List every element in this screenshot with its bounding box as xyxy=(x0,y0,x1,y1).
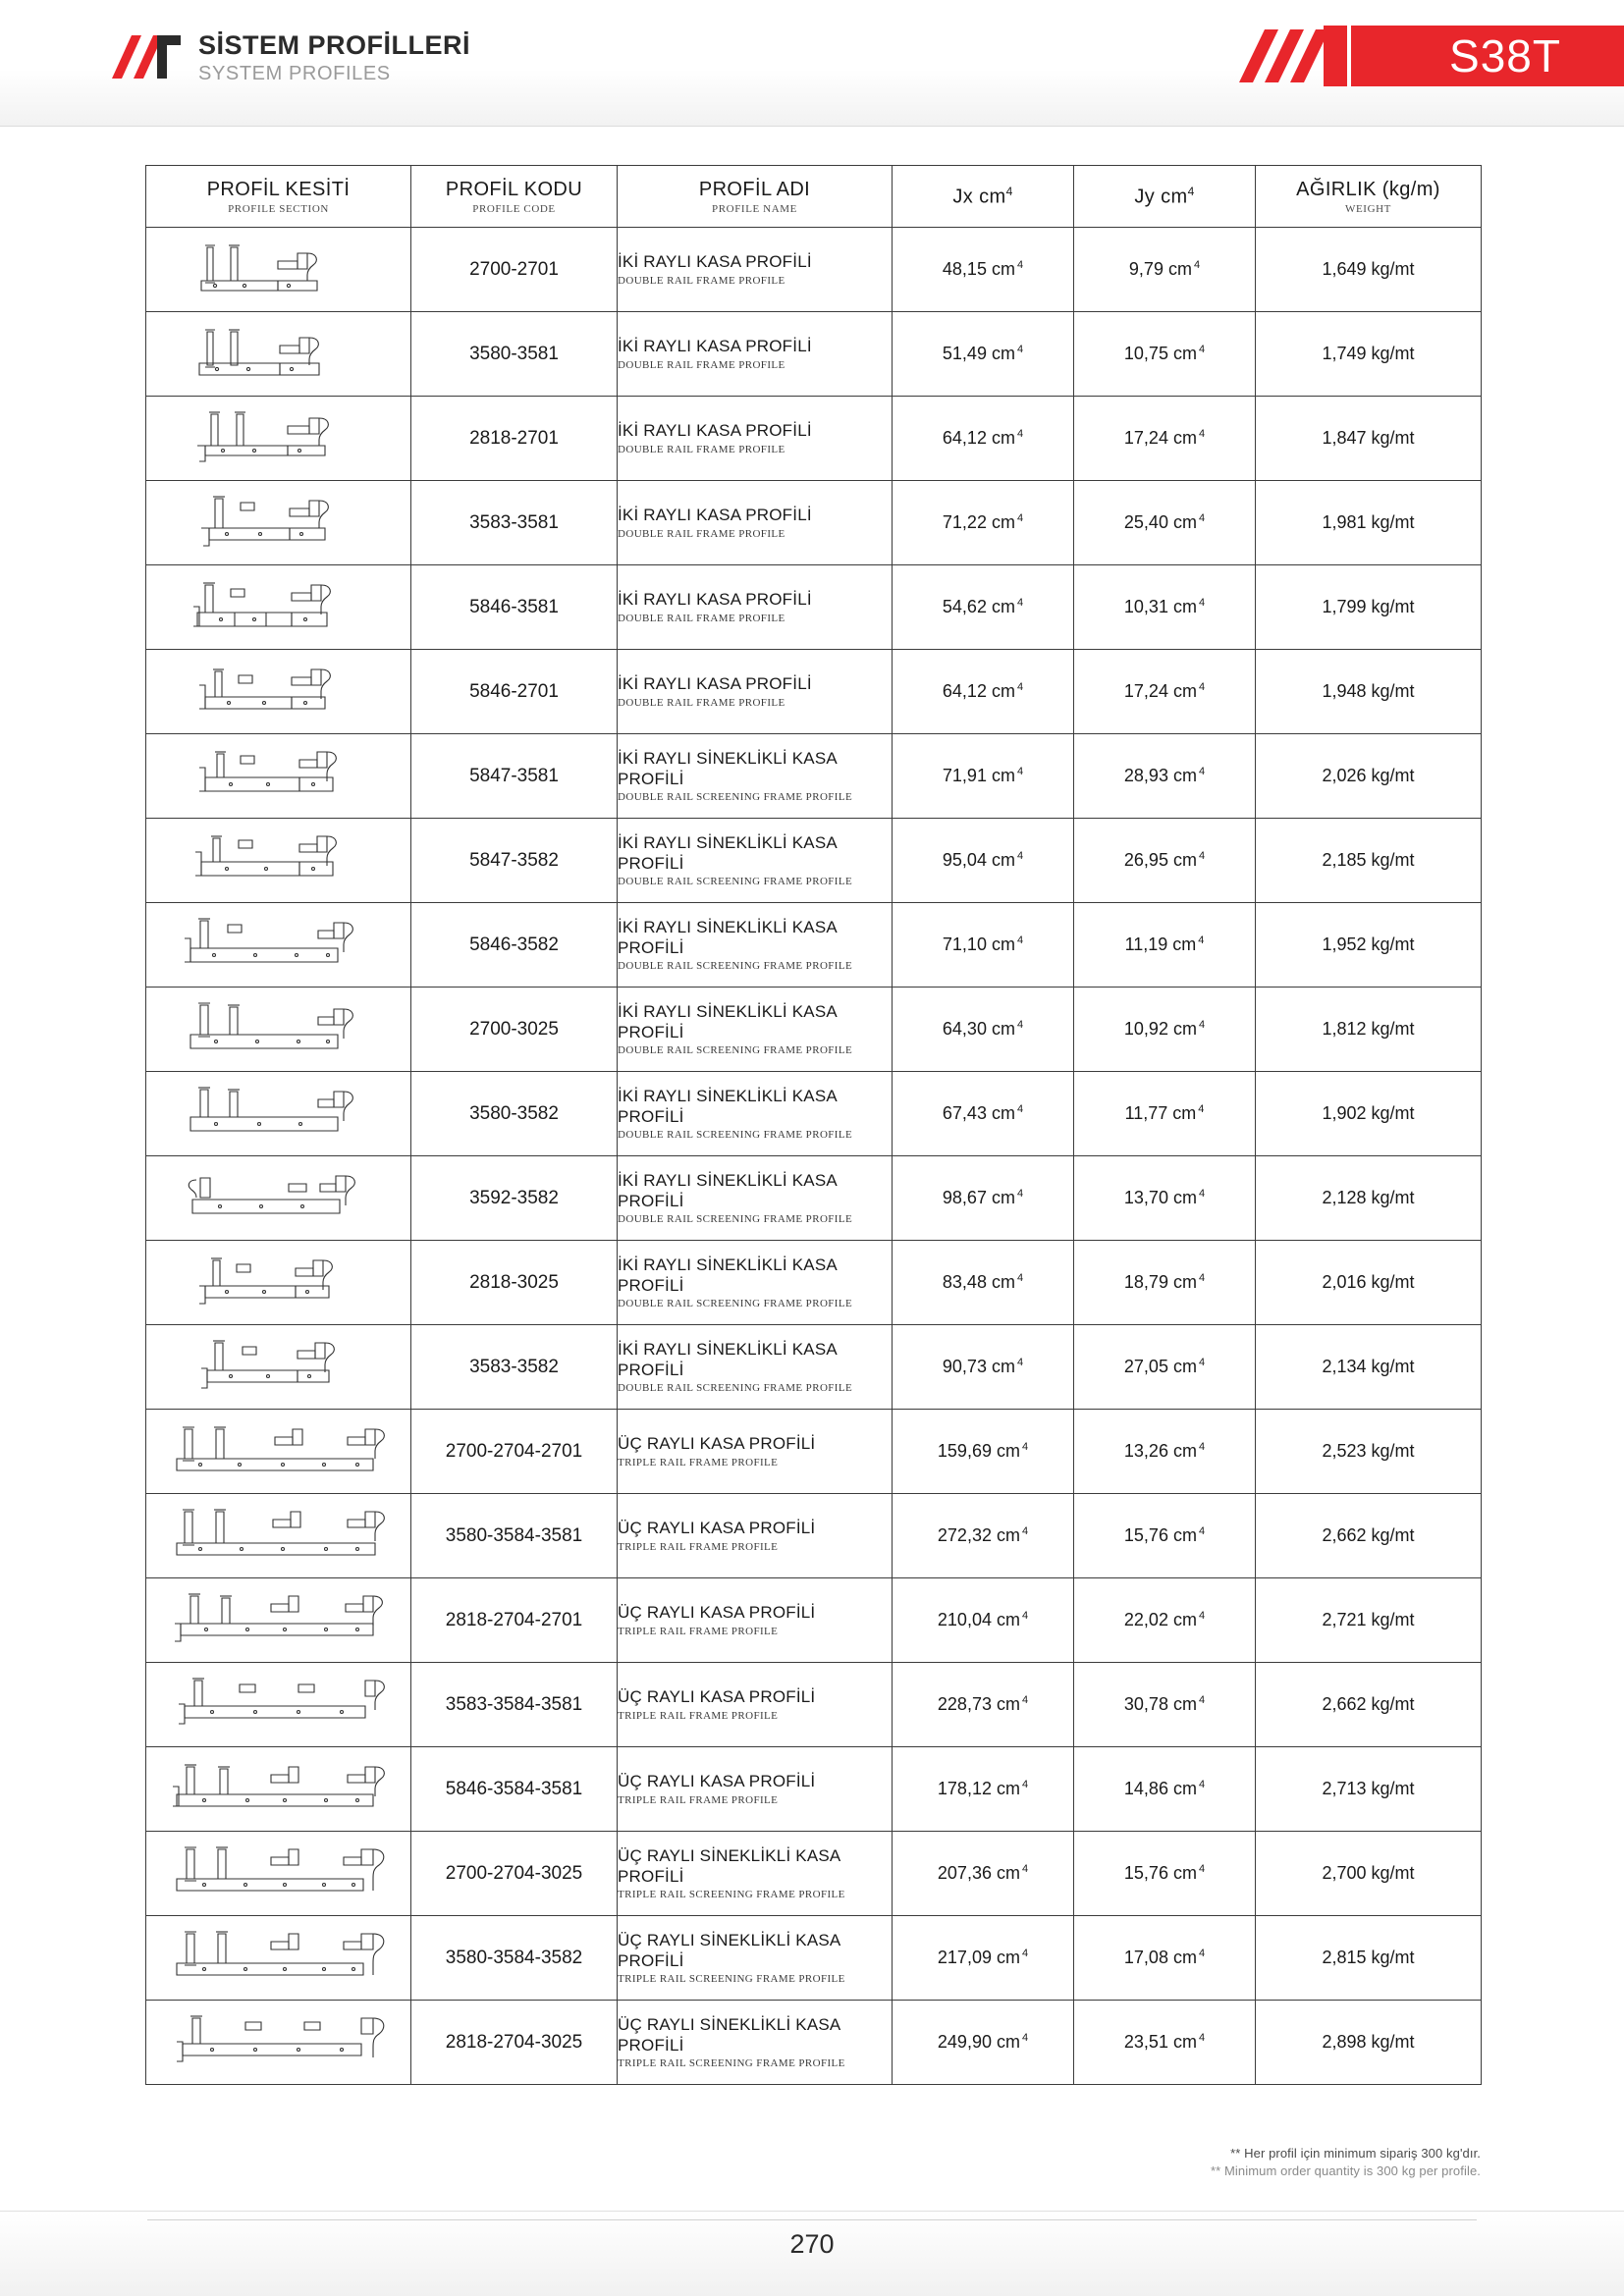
profile-jx: 67,43 cm $^4$ xyxy=(893,1072,1074,1156)
table-row xyxy=(146,819,1482,903)
profile-code: 3580-3584-3581 xyxy=(411,1494,618,1578)
table-row xyxy=(146,1072,1482,1156)
table-row xyxy=(146,481,1482,565)
profile-jy: 9,79 cm $^4$ xyxy=(1074,228,1256,312)
table-row xyxy=(146,228,1482,312)
brand-name-en: SYSTEM PROFILES xyxy=(198,63,391,85)
profiles-sheet xyxy=(145,165,1481,2085)
profile-jx: 207,36 cm $^4$ xyxy=(893,1832,1074,1916)
profile-name: İKİ RAYLI KASA PROFİLİ DOUBLE RAIL FRAME PROFILE xyxy=(618,565,893,650)
profile-section-drawing xyxy=(146,1832,411,1916)
profile-name: ÜÇ RAYLI SİNEKLİKLİ KASA PROFİLİ TRIPLE RAIL SCREENING FRAME PROFILE xyxy=(618,1832,893,1916)
profile-section-drawing xyxy=(146,1072,411,1156)
profile-jy: 18,79 cm $^4$ xyxy=(1074,1241,1256,1325)
profile-name: ÜÇ RAYLI KASA PROFİLİ TRIPLE RAIL FRAME PROFILE xyxy=(618,1578,893,1663)
profile-code: 5846-3581 xyxy=(411,565,618,650)
profile-section-drawing xyxy=(146,819,411,903)
profile-weight: 2,713 kg/mt xyxy=(1256,1747,1482,1832)
profile-code: 2700-3025 xyxy=(411,988,618,1072)
table-row xyxy=(146,988,1482,1072)
profile-name: İKİ RAYLI SİNEKLİKLİ KASA PROFİLİ DOUBLE RAIL SCREENING FRAME PROFILE xyxy=(618,1156,893,1241)
profile-weight: 2,134 kg/mt xyxy=(1256,1325,1482,1410)
profile-jy: 14,86 cm $^4$ xyxy=(1074,1747,1256,1832)
table-row xyxy=(146,1241,1482,1325)
page-header xyxy=(0,0,1624,127)
profile-jx: 178,12 cm $^4$ xyxy=(893,1747,1074,1832)
profile-weight: 1,902 kg/mt xyxy=(1256,1072,1482,1156)
footnote-tr: ** Her profil için minimum sipariş 300 kg'dır. xyxy=(1230,2146,1481,2161)
profile-name: ÜÇ RAYLI KASA PROFİLİ TRIPLE RAIL FRAME PROFILE xyxy=(618,1410,893,1494)
profile-jx: 64,12 cm $^4$ xyxy=(893,397,1074,481)
profile-code: 5846-3582 xyxy=(411,903,618,988)
profile-weight: 2,721 kg/mt xyxy=(1256,1578,1482,1663)
brand-logo xyxy=(108,31,470,85)
table-body xyxy=(146,228,1482,2085)
profile-weight: 2,815 kg/mt xyxy=(1256,1916,1482,2001)
profile-section-drawing xyxy=(146,312,411,397)
profile-weight: 2,898 kg/mt xyxy=(1256,2001,1482,2085)
col-header-profile-name: PROFİL ADI PROFILE NAME xyxy=(618,166,893,228)
profile-jx: 217,09 cm $^4$ xyxy=(893,1916,1074,2001)
profile-jx: 210,04 cm $^4$ xyxy=(893,1578,1074,1663)
profile-jy: 17,24 cm $^4$ xyxy=(1074,650,1256,734)
profile-name: İKİ RAYLI KASA PROFİLİ DOUBLE RAIL FRAME PROFILE xyxy=(618,650,893,734)
profile-section-drawing xyxy=(146,1156,411,1241)
profile-name: İKİ RAYLI SİNEKLİKLİ KASA PROFİLİ DOUBLE RAIL SCREENING FRAME PROFILE xyxy=(618,1241,893,1325)
profile-code: 5847-3582 xyxy=(411,819,618,903)
profile-code: 2700-2701 xyxy=(411,228,618,312)
profile-jy: 22,02 cm $^4$ xyxy=(1074,1578,1256,1663)
profile-section-drawing xyxy=(146,1916,411,2001)
profile-jy: 17,24 cm $^4$ xyxy=(1074,397,1256,481)
profile-name: İKİ RAYLI SİNEKLİKLİ KASA PROFİLİ DOUBLE RAIL SCREENING FRAME PROFILE xyxy=(618,1325,893,1410)
profile-weight: 2,700 kg/mt xyxy=(1256,1832,1482,1916)
profile-section-drawing xyxy=(146,1663,411,1747)
slash-decoration-icon xyxy=(1229,26,1351,86)
profile-jx: 48,15 cm $^4$ xyxy=(893,228,1074,312)
profile-section-drawing xyxy=(146,1241,411,1325)
footer-divider xyxy=(147,2219,1477,2220)
page-number: 270 xyxy=(789,2229,835,2259)
profile-name: İKİ RAYLI SİNEKLİKLİ KASA PROFİLİ DOUBLE RAIL SCREENING FRAME PROFILE xyxy=(618,1072,893,1156)
profile-weight: 1,749 kg/mt xyxy=(1256,312,1482,397)
col-header-profile-section: PROFİL KESİTİ PROFILE SECTION xyxy=(146,166,411,228)
col-header-jy: Jy $cm^4$ xyxy=(1074,166,1256,228)
profile-jx: 228,73 cm $^4$ xyxy=(893,1663,1074,1747)
profile-name: İKİ RAYLI SİNEKLİKLİ KASA PROFİLİ DOUBLE RAIL SCREENING FRAME PROFILE xyxy=(618,819,893,903)
profile-jy: 10,31 cm $^4$ xyxy=(1074,565,1256,650)
profile-jy: 25,40 cm $^4$ xyxy=(1074,481,1256,565)
profile-weight: 1,799 kg/mt xyxy=(1256,565,1482,650)
profile-code: 3580-3584-3582 xyxy=(411,1916,618,2001)
profile-section-drawing xyxy=(146,228,411,312)
profile-section-drawing xyxy=(146,734,411,819)
profile-jx: 95,04 cm $^4$ xyxy=(893,819,1074,903)
profile-weight: 2,185 kg/mt xyxy=(1256,819,1482,903)
profile-code: 3583-3581 xyxy=(411,481,618,565)
profile-code: 5846-2701 xyxy=(411,650,618,734)
profile-jy: 23,51 cm $^4$ xyxy=(1074,2001,1256,2085)
page-footer xyxy=(0,2211,1624,2296)
profile-section-drawing xyxy=(146,1494,411,1578)
profile-name: ÜÇ RAYLI KASA PROFİLİ TRIPLE RAIL FRAME PROFILE xyxy=(618,1494,893,1578)
profile-code: 3583-3584-3581 xyxy=(411,1663,618,1747)
profile-jx: 159,69 cm $^4$ xyxy=(893,1410,1074,1494)
profile-jx: 90,73 cm $^4$ xyxy=(893,1325,1074,1410)
profile-jx: 51,49 cm $^4$ xyxy=(893,312,1074,397)
table-row xyxy=(146,903,1482,988)
profile-jx: 54,62 cm $^4$ xyxy=(893,565,1074,650)
table-row xyxy=(146,312,1482,397)
profile-jy: 10,92 cm $^4$ xyxy=(1074,988,1256,1072)
profile-jy: 17,08 cm $^4$ xyxy=(1074,1916,1256,2001)
profile-jy: 27,05 cm $^4$ xyxy=(1074,1325,1256,1410)
profile-code: 3592-3582 xyxy=(411,1156,618,1241)
profile-weight: 2,128 kg/mt xyxy=(1256,1156,1482,1241)
profile-weight: 2,662 kg/mt xyxy=(1256,1494,1482,1578)
profile-code: 2818-2704-2701 xyxy=(411,1578,618,1663)
profile-section-drawing xyxy=(146,1747,411,1832)
profile-jx: 64,12 cm $^4$ xyxy=(893,650,1074,734)
profile-jx: 71,22 cm $^4$ xyxy=(893,481,1074,565)
profile-jx: 249,90 cm $^4$ xyxy=(893,2001,1074,2085)
profile-section-drawing xyxy=(146,397,411,481)
profile-section-drawing xyxy=(146,565,411,650)
table-row xyxy=(146,397,1482,481)
series-code: S38T xyxy=(1351,26,1624,86)
profile-jy: 11,19 cm $^4$ xyxy=(1074,903,1256,988)
profile-weight: 1,981 kg/mt xyxy=(1256,481,1482,565)
profile-jy: 30,78 cm $^4$ xyxy=(1074,1663,1256,1747)
table-header xyxy=(146,166,1482,228)
profile-weight: 1,948 kg/mt xyxy=(1256,650,1482,734)
profile-name: İKİ RAYLI KASA PROFİLİ DOUBLE RAIL FRAME PROFILE xyxy=(618,397,893,481)
profile-weight: 1,812 kg/mt xyxy=(1256,988,1482,1072)
profile-name: İKİ RAYLI SİNEKLİKLİ KASA PROFİLİ DOUBLE RAIL SCREENING FRAME PROFILE xyxy=(618,903,893,988)
profile-section-drawing xyxy=(146,903,411,988)
profile-section-drawing xyxy=(146,1578,411,1663)
profile-jy: 28,93 cm $^4$ xyxy=(1074,734,1256,819)
profile-code: 3580-3582 xyxy=(411,1072,618,1156)
table-row xyxy=(146,734,1482,819)
profile-section-drawing xyxy=(146,988,411,1072)
profile-name: ÜÇ RAYLI SİNEKLİKLİ KASA PROFİLİ TRIPLE RAIL SCREENING FRAME PROFILE xyxy=(618,2001,893,2085)
profile-weight: 1,847 kg/mt xyxy=(1256,397,1482,481)
profile-weight: 2,026 kg/mt xyxy=(1256,734,1482,819)
profile-jx: 71,91 cm $^4$ xyxy=(893,734,1074,819)
profile-name: ÜÇ RAYLI KASA PROFİLİ TRIPLE RAIL FRAME PROFILE xyxy=(618,1663,893,1747)
profile-name: İKİ RAYLI SİNEKLİKLİ KASA PROFİLİ DOUBLE RAIL SCREENING FRAME PROFILE xyxy=(618,988,893,1072)
footnote-en: ** Minimum order quantity is 300 kg per profile. xyxy=(1210,2163,1481,2178)
profile-jx: 71,10 cm $^4$ xyxy=(893,903,1074,988)
profile-jy: 11,77 cm $^4$ xyxy=(1074,1072,1256,1156)
profile-code: 2818-2704-3025 xyxy=(411,2001,618,2085)
profile-code: 2818-2701 xyxy=(411,397,618,481)
col-header-weight: AĞIRLIK (kg/m) WEIGHT xyxy=(1256,166,1482,228)
profile-jy: 10,75 cm $^4$ xyxy=(1074,312,1256,397)
col-header-jx: Jx $cm^4$ xyxy=(893,166,1074,228)
profile-weight: 2,662 kg/mt xyxy=(1256,1663,1482,1747)
profiles-table xyxy=(145,165,1482,2085)
table-row xyxy=(146,1410,1482,1494)
profile-section-drawing xyxy=(146,2001,411,2085)
table-row xyxy=(146,1325,1482,1410)
table-row xyxy=(146,1663,1482,1747)
table-row xyxy=(146,1832,1482,1916)
table-row xyxy=(146,1916,1482,2001)
profile-jx: 98,67 cm $^4$ xyxy=(893,1156,1074,1241)
profile-name: İKİ RAYLI SİNEKLİKLİ KASA PROFİLİ DOUBLE RAIL SCREENING FRAME PROFILE xyxy=(618,734,893,819)
table-row xyxy=(146,1494,1482,1578)
profile-jy: 15,76 cm $^4$ xyxy=(1074,1494,1256,1578)
profile-name: İKİ RAYLI KASA PROFİLİ DOUBLE RAIL FRAME PROFILE xyxy=(618,228,893,312)
profile-code: 5847-3581 xyxy=(411,734,618,819)
profile-jy: 15,76 cm $^4$ xyxy=(1074,1832,1256,1916)
table-row xyxy=(146,1578,1482,1663)
profile-jy: 13,26 cm $^4$ xyxy=(1074,1410,1256,1494)
profile-code: 2700-2704-2701 xyxy=(411,1410,618,1494)
profile-jx: 64,30 cm $^4$ xyxy=(893,988,1074,1072)
profile-name: ÜÇ RAYLI SİNEKLİKLİ KASA PROFİLİ TRIPLE RAIL SCREENING FRAME PROFILE xyxy=(618,1916,893,2001)
table-row xyxy=(146,2001,1482,2085)
profile-jx: 272,32 cm $^4$ xyxy=(893,1494,1074,1578)
table-row xyxy=(146,565,1482,650)
brand-name-tr: SİSTEM PROFİLLERİ xyxy=(198,30,471,60)
profile-jy: 26,95 cm $^4$ xyxy=(1074,819,1256,903)
profile-section-drawing xyxy=(146,650,411,734)
profile-weight: 2,523 kg/mt xyxy=(1256,1410,1482,1494)
profile-code: 5846-3584-3581 xyxy=(411,1747,618,1832)
table-row xyxy=(146,1156,1482,1241)
profile-section-drawing xyxy=(146,1410,411,1494)
profile-weight: 1,952 kg/mt xyxy=(1256,903,1482,988)
profile-jx: 83,48 cm $^4$ xyxy=(893,1241,1074,1325)
profile-section-drawing xyxy=(146,481,411,565)
col-header-profile-code: PROFİL KODU PROFILE CODE xyxy=(411,166,618,228)
profile-name: İKİ RAYLI KASA PROFİLİ DOUBLE RAIL FRAME PROFILE xyxy=(618,481,893,565)
profile-section-drawing xyxy=(146,1325,411,1410)
company-logo-icon xyxy=(108,31,185,82)
table-row xyxy=(146,650,1482,734)
series-banner xyxy=(1229,26,1624,86)
profile-name: ÜÇ RAYLI KASA PROFİLİ TRIPLE RAIL FRAME PROFILE xyxy=(618,1747,893,1832)
profile-name: İKİ RAYLI KASA PROFİLİ DOUBLE RAIL FRAME PROFILE xyxy=(618,312,893,397)
profile-jy: 13,70 cm $^4$ xyxy=(1074,1156,1256,1241)
footnotes xyxy=(1211,2146,1481,2178)
profile-weight: 1,649 kg/mt xyxy=(1256,228,1482,312)
profile-code: 2700-2704-3025 xyxy=(411,1832,618,1916)
profile-code: 3583-3582 xyxy=(411,1325,618,1410)
profile-weight: 2,016 kg/mt xyxy=(1256,1241,1482,1325)
profile-code: 2818-3025 xyxy=(411,1241,618,1325)
profile-code: 3580-3581 xyxy=(411,312,618,397)
table-row xyxy=(146,1747,1482,1832)
